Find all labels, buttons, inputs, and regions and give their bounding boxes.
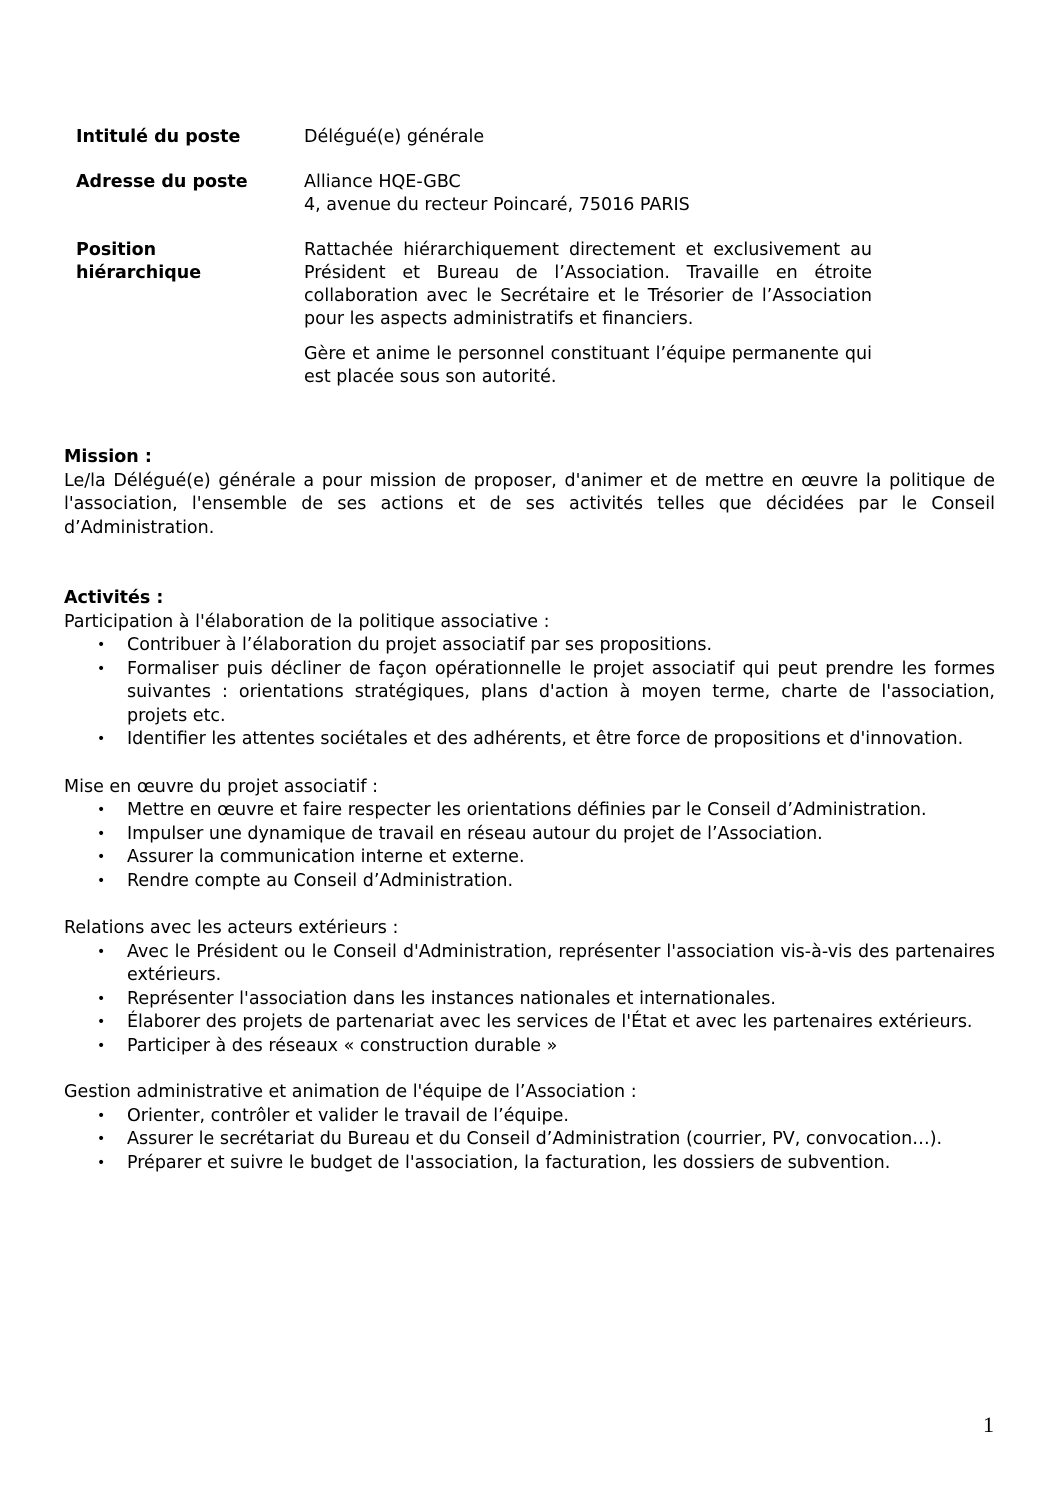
list-item [64, 846, 995, 870]
bullet-icon: • [97, 1037, 106, 1054]
position-label-line-1: Position [76, 240, 157, 260]
activities-section [64, 587, 995, 1175]
list-item-text: Rendre compte au Conseil d’Administration. [127, 870, 514, 891]
position-paragraph-1: Rattachée hiérarchiquement directement et exclusivement au Président et Bureau de l’Association. Travaille en étroite collaboration avec le Secrétaire et le Trésorier de l’Association pour les aspects administratifs et financiers. [304, 240, 872, 329]
group-intro: Relations avec les acteurs extérieurs : [64, 918, 399, 938]
bullet-icon: • [97, 731, 106, 747]
mission-title: Mission : [64, 447, 152, 467]
list-item [64, 1105, 995, 1129]
list-item-text: Avec le Président ou le Conseil d'Administration, représenter l'association vis-à-vis des partenaires extérieurs. [127, 941, 995, 985]
list-item [64, 1128, 995, 1152]
bullet-icon: • [97, 849, 106, 865]
list-item-text: Impulser une dynamique de travail en réseau autour du projet de l’Association. [127, 823, 823, 844]
activities-title: Activités : [64, 588, 164, 608]
group-intro: Participation à l'élaboration de la politique associative : [64, 611, 550, 632]
list-item [64, 1011, 995, 1035]
list-item-text: Assurer la communication interne et externe. [127, 847, 525, 867]
list-item [64, 799, 995, 823]
job-info-table [76, 126, 872, 411]
position-value [304, 239, 872, 389]
job-title-label: Intitulé du poste [76, 127, 241, 147]
bullet-icon: • [97, 872, 106, 889]
mission-text: Le/la Délégué(e) générale a pour mission de proposer, d'animer et de mettre en œuvre la politique de l'association, l'ensemble de ses actions et de ses activités telles que décidées par le Conseil d’Administration. [64, 470, 995, 538]
list-item-text: Assurer le secrétariat du Bureau et du Conseil d’Administration (courrier, PV, convocation…). [127, 1129, 943, 1149]
bullet-icon: • [97, 1131, 106, 1147]
bullet-icon: • [97, 1154, 106, 1171]
address-label: Adresse du poste [76, 172, 248, 192]
position-label [76, 239, 304, 389]
bullet-icon: • [97, 943, 106, 960]
group-intro: Mise en œuvre du projet associatif : [64, 776, 378, 797]
list-item [64, 658, 995, 729]
bullet-icon: • [97, 990, 106, 1007]
list-item [64, 823, 995, 847]
address-row [76, 171, 872, 217]
list-item-text: Préparer et suivre le budget de l'association, la facturation, les dossiers de subvention. [127, 1152, 891, 1173]
bullet-list [64, 941, 995, 1059]
bullet-list [64, 634, 995, 752]
address-line-1: Alliance HQE-GBC [304, 172, 461, 192]
bullet-icon: • [97, 825, 106, 842]
address-line-2: 4, avenue du recteur Poincaré, 75016 PARIS [304, 195, 690, 215]
list-item [64, 1152, 995, 1176]
position-paragraph-2: Gère et anime le personnel constituant l’équipe permanente qui est placée sous son autorité. [304, 344, 872, 387]
activity-group-implementation [64, 776, 995, 894]
bullet-icon: • [97, 1107, 106, 1124]
position-row [76, 239, 872, 389]
list-item-text: Mettre en œuvre et faire respecter les orientations définies par le Conseil d’Administration. [127, 800, 927, 820]
bullet-icon: • [97, 637, 106, 653]
list-item [64, 1035, 995, 1059]
list-item-text: Participer à des réseaux « construction durable » [127, 1035, 558, 1056]
job-title-row [76, 126, 872, 149]
activity-group-external-relations [64, 917, 995, 1058]
bullet-list [64, 1105, 995, 1176]
list-item-text: Élaborer des projets de partenariat avec les services de l'État et avec les partenaires extérieurs. [127, 1012, 973, 1032]
list-item-text: Contribuer à l’élaboration du projet associatif par ses propositions. [127, 635, 713, 655]
activity-group-elaboration [64, 611, 995, 752]
group-intro: Gestion administrative et animation de l'équipe de l’Association : [64, 1082, 637, 1102]
document-body [64, 446, 995, 1198]
list-item [64, 634, 995, 658]
bullet-icon: • [97, 802, 106, 818]
activity-group-administration [64, 1081, 995, 1175]
list-item [64, 988, 995, 1012]
bullet-icon: • [97, 1014, 106, 1030]
list-item [64, 941, 995, 988]
list-item-text: Formaliser puis décliner de façon opérationnelle le projet associatif qui peut prendre les formes suivantes : orientations stratégiques, plans d'action à moyen terme, charte de l'association, projets etc. [127, 658, 995, 726]
list-item-text: Identifier les attentes sociétales et des adhérents, et être force de propositions et d'innovation. [127, 729, 964, 749]
job-title-value: Délégué(e) générale [304, 127, 485, 147]
bullet-list [64, 799, 995, 893]
list-item-text: Représenter l'association dans les instances nationales et internationales. [127, 988, 776, 1009]
bullet-icon: • [97, 660, 106, 677]
list-item-text: Orienter, contrôler et valider le travail de l’équipe. [127, 1105, 569, 1126]
page-number: 1 [983, 1412, 994, 1437]
list-item [64, 728, 995, 752]
position-label-line-2: hiérarchique [76, 263, 202, 283]
list-item [64, 870, 995, 894]
address-value [304, 171, 872, 217]
